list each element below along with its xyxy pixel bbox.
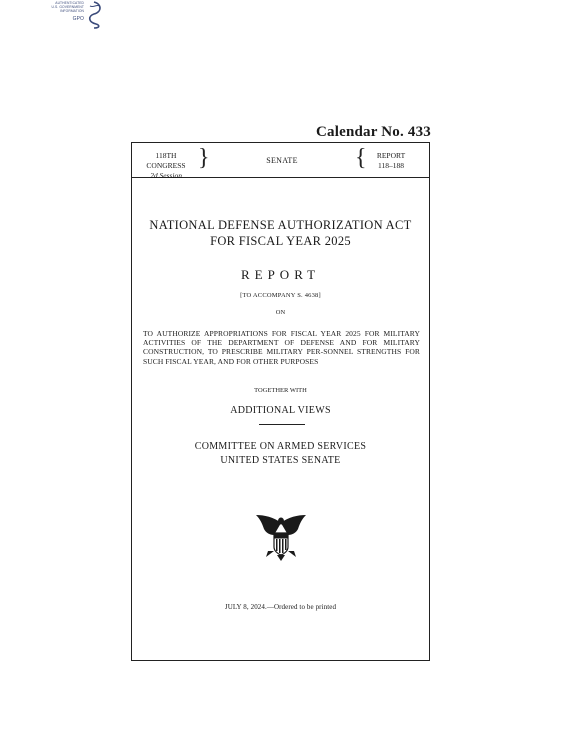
additional-views: ADDITIONAL VIEWS <box>230 405 331 416</box>
title-line-1: NATIONAL DEFENSE AUTHORIZATION ACT <box>149 218 412 232</box>
seal-gpo-mark: GPO <box>72 16 84 22</box>
accompany-bill: [TO ACCOMPANY S. 4638] <box>240 292 321 299</box>
congress-label: 118TH CONGRESS <box>146 151 186 170</box>
session-label: 2d Session <box>150 171 182 180</box>
report-number-block <box>371 151 411 171</box>
committee-line-2: UNITED STATES SENATE <box>220 455 341 466</box>
chamber-label: SENATE <box>266 156 298 165</box>
report-cover-frame <box>131 142 430 661</box>
great-seal-eagle-icon <box>254 511 308 561</box>
right-brace-icon: } <box>198 145 210 171</box>
gpo-eagle-icon <box>80 0 106 30</box>
seal-text-1: AUTHENTICATED <box>55 1 84 5</box>
congress-session-block <box>136 151 196 181</box>
seal-text-3: INFORMATION <box>60 9 84 13</box>
seal-text-2: U.S. GOVERNMENT <box>51 5 84 9</box>
report-header <box>132 143 429 178</box>
purpose-text: TO AUTHORIZE APPROPRIATIONS FOR FISCAL YEAR 2025 FOR MILITARY ACTIVITIES OF THE DEPARTMENT OF DEFENSE AND FOR MILITARY CONSTRUCTION, TO PRESCRIBE MILITARY PER-SONNEL STRENGTHS FOR SUCH FISCAL YEAR, AND FOR OTHER PURPOSES <box>143 329 420 366</box>
report-heading: REPORT <box>240 267 321 282</box>
committee-line-1: COMMITTEE ON ARMED SERVICES <box>194 441 367 452</box>
divider-rule <box>259 424 305 425</box>
together-with-label: TOGETHER WITH <box>254 387 307 394</box>
report-number: 118–188 <box>378 161 404 170</box>
calendar-number: Calendar No. 433 <box>315 124 431 140</box>
gpo-authentication-seal <box>44 0 106 30</box>
left-brace-icon: { <box>355 145 367 171</box>
report-title <box>132 217 429 249</box>
print-order-date: JULY 8, 2024.—Ordered to be printed <box>224 603 337 611</box>
title-line-2: FOR FISCAL YEAR 2025 <box>210 234 351 248</box>
committee-block <box>132 440 429 468</box>
report-label: REPORT <box>376 151 406 160</box>
on-label: ON <box>275 309 286 316</box>
